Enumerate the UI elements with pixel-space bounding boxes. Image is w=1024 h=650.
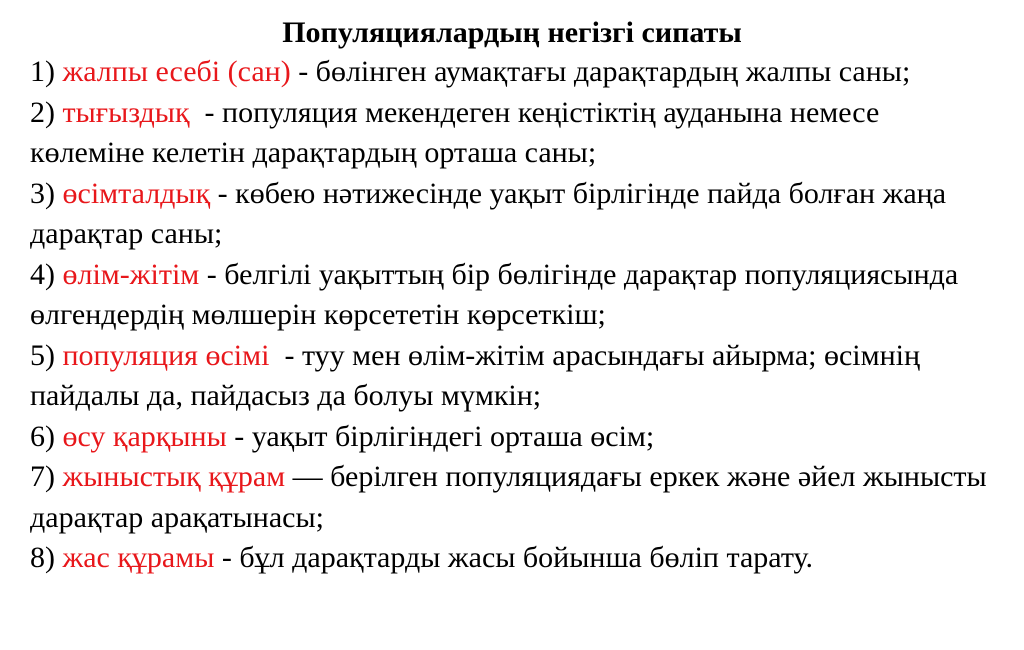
slide-title: Популяциялардың негізгі сипаты — [282, 16, 742, 49]
item-description: - көбею нәтижесінде уақыт бірлігінде пайда болған жаңа дарақтар саны; — [30, 176, 947, 250]
list-item-7 — [30, 457, 994, 538]
list-item-6 — [30, 417, 994, 458]
item-number: 5) — [30, 338, 55, 372]
item-number: 2) — [30, 95, 55, 129]
item-description: - белгілі уақыттың бір бөлігінде дарақтар популяциясында өлгендердің мөлшерін көрсететін көрсеткіш; — [30, 257, 959, 331]
item-term: тығыздық — [62, 95, 190, 129]
item-term: популяция өсімі — [62, 338, 270, 372]
list-item-4 — [30, 255, 994, 336]
item-number: 8) — [30, 541, 55, 574]
list-item-8 — [30, 538, 994, 579]
item-description: - уақыт бірлігіндегі орташа өсім; — [226, 419, 655, 453]
item-term-text: өлім-жітім — [62, 257, 200, 291]
item-number: 4) — [30, 257, 55, 291]
item-description: - популяция мекендеген кеңістіктің ауданына немесе көлеміне келетін дарақтардың орташа саны; — [30, 95, 887, 169]
item-term: өсімталдық — [62, 176, 211, 210]
list-item-3 — [30, 174, 994, 255]
item-number: 7) — [30, 460, 55, 493]
item-term: жас құрамы — [62, 541, 215, 574]
item-number: 6) — [30, 419, 55, 453]
item-term: жыныстық құрам — [62, 460, 286, 493]
item-description: - туу мен өлім-жітім арасындағы айырма; өсімнің пайдалы да, пайдасыз да болуы мүмкін; — [30, 338, 928, 412]
item-term: жалпы есебі (сан) — [62, 55, 291, 88]
list-item-2 — [30, 93, 994, 174]
list-item-1 — [30, 52, 994, 93]
item-description: - бұл дарақтарды жасы бойынша бөліп тарату. — [214, 541, 814, 574]
item-number: 3) — [30, 176, 55, 210]
item-description: - бөлінген аумақтағы дарақтардың жалпы саны; — [290, 55, 911, 88]
list-item-5 — [30, 336, 994, 417]
item-description: — берілген популяциядағы еркек және әйел жынысты дарақтар арақатынасы; — [30, 460, 987, 534]
item-number: 1) — [30, 55, 55, 88]
item-term — [55, 258, 199, 291]
item-term: өсу қарқыны — [62, 419, 227, 453]
